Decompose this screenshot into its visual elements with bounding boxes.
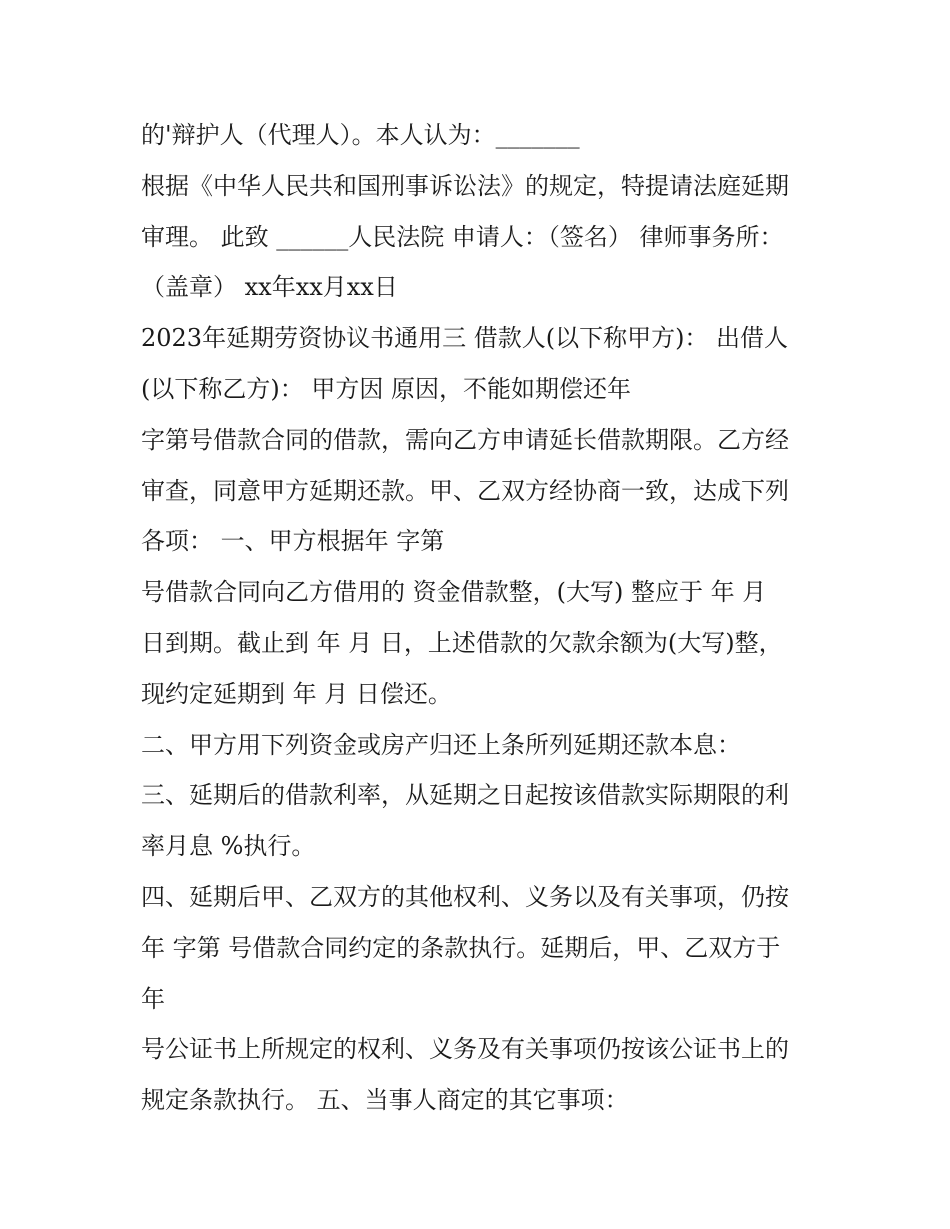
text-line: 二、甲方用下列资金或房产归还上条所列延期还款本息： (141, 730, 741, 759)
text-line: 各项： 一、甲方根据年 字第 (141, 527, 445, 556)
text-line: 年 字第 号借款合同约定的条款执行。延期后，甲、乙双方于 (141, 933, 781, 962)
text-line: 审查，同意甲方延期还款。甲、乙双方经协商一致，达成下列 (141, 476, 789, 505)
text-line: 号借款合同向乙方借用的 资金借款整，(大写) 整应于 年 月 (141, 578, 767, 607)
text-line: 年 (141, 984, 165, 1013)
text-line: (以下称乙方)： 甲方因 原因，不能如期偿还年 (141, 374, 631, 403)
text-line: （盖章） xx年xx月xx日 (141, 273, 398, 302)
text-line: 号公证书上所规定的权利、义务及有关事项仍按该公证书上的 (141, 1035, 789, 1064)
text-line: 规定条款执行。 五、当事人商定的其它事项： (141, 1086, 629, 1115)
text-line: 字第号借款合同的借款，需向乙方申请延长借款期限。乙方经 (141, 425, 789, 454)
text-line: 2023年延期劳资协议书通用三 借款人(以下称甲方)： 出借人 (141, 324, 789, 353)
text-line: 三、延期后的借款利率，从延期之日起按该借款实际期限的利 (141, 781, 789, 810)
text-line: 四、延期后甲、乙双方的其他权利、义务以及有关事项，仍按 (141, 882, 789, 911)
text-line: 现约定延期到 年 月 日偿还。 (141, 679, 452, 708)
text-line: 日到期。截止到 年 月 日，上述借款的欠款余额为(大写)整， (141, 628, 783, 657)
document-body (141, 110, 821, 1126)
text-line: 根据《中华人民共和国刑事诉讼法》的规定，特提请法庭延期 (141, 171, 789, 200)
text-line: 率月息 %执行。 (141, 832, 316, 861)
text-line: 审理。 此致 ______人民法院 申请人：（签名） 律师事务所： (141, 222, 784, 251)
text-line: 的'辩护人（代理人）。本人认为：_______ (141, 121, 580, 149)
